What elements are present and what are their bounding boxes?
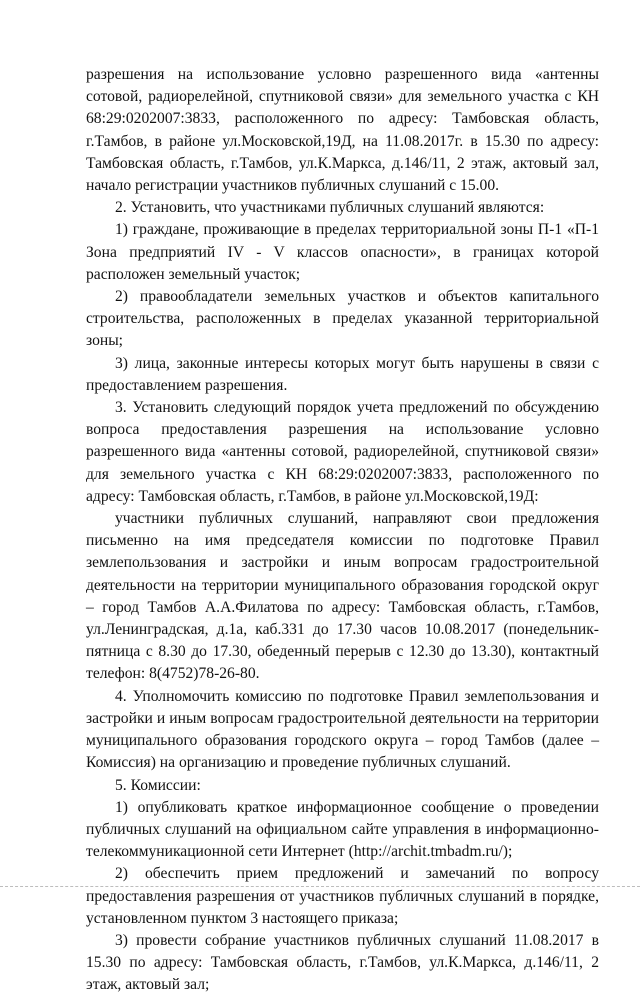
paragraph-permit-continuation: разрешения на использование условно разрешенного вида «антенны сотовой, радиорелейной, спутниковой связи» для земельного участка с КН 68:29:0202007:3833, расположенного по адресу: Тамбовская область, г.Тамбов, в районе ул.Московской,19Д, на 11.08.2017г. в 15.30 по адресу: Тамбовская область, г.Тамбов, ул.К.Маркса, д.146/11, 2 этаж, актовый зал, начало регистрации участников публичных слушаний с 15.00. [86, 66, 599, 195]
paragraph-item-3-participants: участники публичных слушаний, направляют свои предложения письменно на имя председателя комиссии по подготовке Правил землепользования и застройки и иным вопросам градостроительной деятельности на территории муниципального образования городской округ – город Тамбов А.А.Филатова по адресу: Тамбовская область, г.Тамбов, ул.Ленинградская, д.1а, каб.331 до 17.30 часов 10.08.2017 (понедельник-пятница с 8.30 до 17.30, обеденный перерыв с 12.30 до 13.30), контактный телефон: 8(4752)78-26-80. [86, 510, 599, 683]
paragraph-item-4: 4. Уполномочить комиссию по подготовке Правил землепользования и застройки и иным вопросам градостроительной деятельности на территории муниципального образования городского округа – город Тамбов (далее – Комиссия) на организацию и проведение публичных слушаний. [86, 687, 599, 772]
paragraph-item-2-3: 3) лица, законные интересы которых могут быть нарушены в связи с предоставлением разрешения. [86, 354, 599, 394]
paragraph-item-5: 5. Комиссии: [115, 776, 201, 794]
scan-edge-divider [0, 886, 640, 887]
paragraph-item-2-2: 2) правообладатели земельных участков и объектов капитального строительства, расположенных в пределах указанной территориальной зоны; [86, 288, 599, 350]
paragraph-item-2: 2. Установить, что участниками публичных слушаний являются: [115, 199, 545, 217]
paragraph-item-5-2: 2) обеспечить прием предложений и замечаний по вопросу предоставления разрешения от участников публичных слушаний в порядке, установленном пунктом 3 настоящего приказа; [86, 865, 599, 927]
document-body [86, 64, 599, 997]
paragraph-item-2-1: 1) граждане, проживающие в пределах территориальной зоны П-1 «П-1 Зона предприятий IV - V классов опасности», в границах которой расположен земельный участок; [86, 221, 599, 283]
paragraph-item-5-3: 3) провести собрание участников публичных слушаний 11.08.2017 в 15.30 по адресу: Тамбовская область, г.Тамбов, ул.К.Маркса, д.146/11, 2 этаж, актовый зал; [86, 931, 599, 994]
paragraph-item-5-1: 1) опубликовать краткое информационное сообщение о проведении публичных слушаний на официальном сайте управления в информационно-телекоммуникационной сети Интернет (http://archit.tmbadm.ru/); [86, 798, 599, 861]
paragraph-item-3: 3. Установить следующий порядок учета предложений по обсуждению вопроса предоставления разрешения на использование условно разрешенного вида «антенны сотовой, радиорелейной, спутниковой связи» для земельного участка с КН 68:29:0202007:3833, расположенного по адресу: Тамбовская область, г.Тамбов, в районе ул.Московской,19Д: [86, 399, 599, 505]
